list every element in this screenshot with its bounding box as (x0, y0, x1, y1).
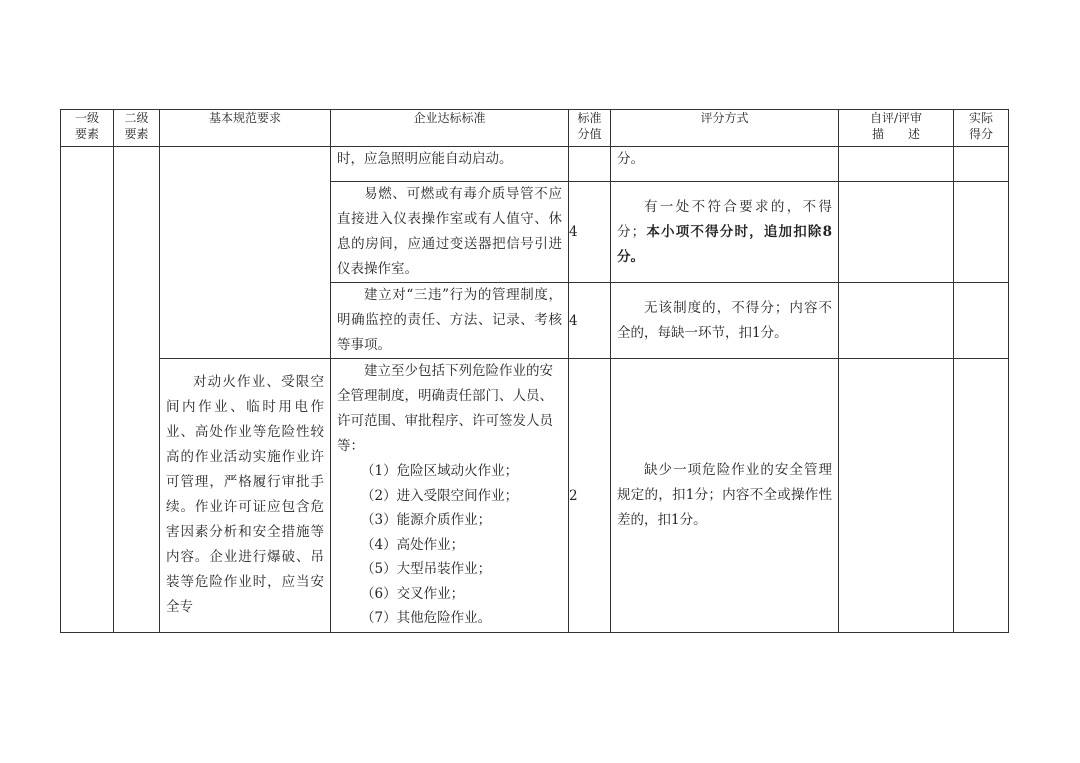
evaluation-table (60, 109, 1009, 633)
method-penalty-text: 本小项不得分时，追加扣除8分。 (617, 223, 832, 265)
list-item: （6）交叉作业； (361, 585, 465, 602)
basic-requirement-cell (160, 147, 331, 359)
standard-score-cell (569, 147, 611, 182)
actual-score-cell (954, 147, 1009, 182)
standard-score-cell: 2 (569, 359, 611, 633)
header-standard: 企业达标标准 (331, 110, 569, 147)
list-item: （4）高处作业； (361, 536, 465, 553)
level2-cell (114, 147, 160, 633)
header-scoring-method: 评分方式 (611, 110, 839, 147)
basic-requirement-cell: 对动火作业、受限空间内作业、临时用电作业、高处作业等危险性较高的作业活动实施作业许可管理，严格履行审批手续。作业许可证应包含危害因素分析和安全措施等内容。企业进行爆破、吊装等危险作业时，应当安全专 (160, 359, 331, 633)
header-basic-requirement: 基本规范要求 (160, 110, 331, 147)
list-item: （5）大型吊装作业； (361, 561, 492, 577)
header-level2: 二级 要素 (114, 110, 160, 147)
self-evaluation-cell (839, 359, 954, 633)
table-row (61, 359, 1009, 633)
standard-cell (331, 359, 569, 633)
scoring-method-cell: 缺少一项危险作业的安全管理规定的，扣1分；内容不全或操作性差的，扣1分。 (611, 359, 839, 633)
standard-cell: 易燃、可燃或有毒介质导管不应直接进入仪表操作室或有人值守、休息的房间，应通过变送器把信号引进仪表操作室。 (331, 182, 569, 283)
scoring-method-cell: 分。 (611, 147, 839, 182)
self-evaluation-cell (839, 283, 954, 359)
standard-cell: 建立对“三违”行为的管理制度，明确监控的责任、方法、记录、考核等事项。 (331, 283, 569, 359)
standard-cell: 时，应急照明应能自动启动。 (331, 147, 569, 182)
header-level1: 一级 要素 (61, 110, 114, 147)
self-evaluation-cell (839, 147, 954, 182)
table-row (61, 147, 1009, 182)
header-self-evaluation: 自评/评审 描 述 (839, 110, 954, 147)
actual-score-cell (954, 359, 1009, 633)
standard-score-cell: 4 (569, 283, 611, 359)
header-standard-score: 标准 分值 (569, 110, 611, 147)
scoring-method-cell (611, 182, 839, 283)
actual-score-cell (954, 283, 1009, 359)
self-evaluation-cell (839, 182, 954, 283)
scoring-method-cell: 无该制度的，不得分；内容不全的，每缺一环节，扣1分。 (611, 283, 839, 359)
header-actual-score: 实际 得分 (954, 110, 1009, 147)
level1-cell (61, 147, 114, 633)
standard-intro: 建立至少包括下列危险作业的安全管理制度，明确责任部门、人员、许可范围、审批程序、许可签发人员等： (337, 363, 553, 454)
list-item: （7）其他危险作业。 (361, 610, 492, 626)
list-item: （1）危险区域动火作业； (361, 463, 519, 479)
actual-score-cell (954, 182, 1009, 283)
header-row (61, 110, 1009, 147)
standard-score-cell: 4 (569, 182, 611, 283)
list-item: （2）进入受限空间作业； (361, 487, 519, 504)
list-item: （3）能源介质作业； (361, 512, 492, 528)
method-text: 有一处不符合要求的，不得分； (617, 198, 832, 240)
